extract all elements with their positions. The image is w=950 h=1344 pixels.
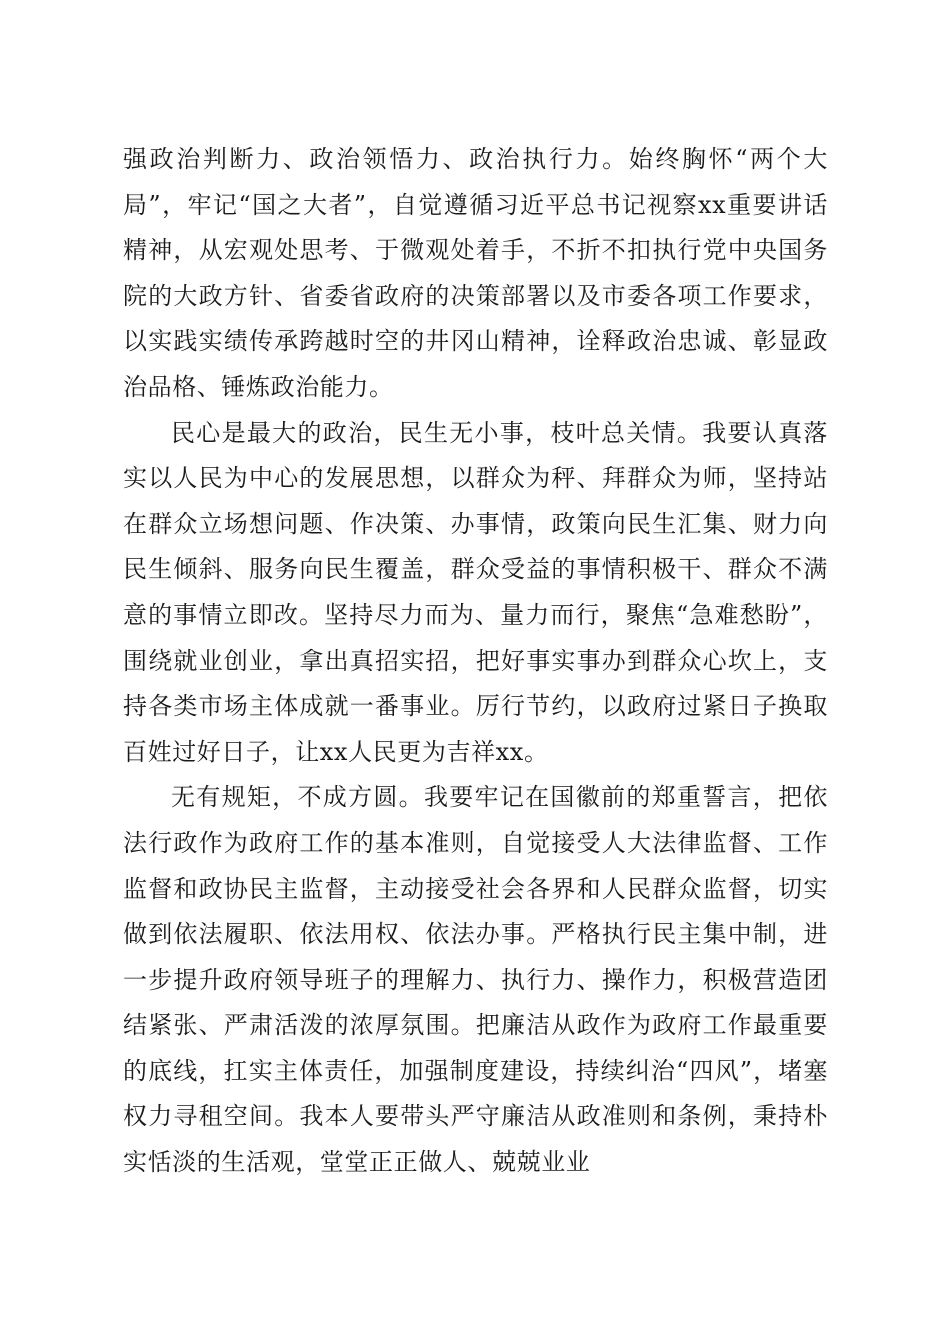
paragraph-rule-of-law: 无有规矩，不成方圆。我要牢记在国徽前的郑重誓言，把依法行政作为政府工作的基本准则，自觉接受人大法律监督、工作监督和政协民主监督，主动接受社会各界和人民群众监督，切实做到依法履职、依法用权、依法办事。严格执行民主集中制，进一步提升政府领导班子的理解力、执行力、操作力，积极营造团结紧张、严肃活泼的浓厚氛围。把廉洁从政作为政府工作最重要的底线，扛实主体责任，加强制度建设，持续纠治“四风”，堵塞权力寻租空间。我本人要带头严守廉洁从政准则和条例，秉持朴实恬淡的生活观，堂堂正正做人、兢兢业业 [123,783,828,1177]
paragraph-people-livelihood: 民心是最大的政治，民生无小事，枝叶总关情。我要认真落实以人民为中心的发展思想，以群众为秤、拜群众为师，坚持站在群众立场想问题、作决策、办事情，政策向民生汇集、财力向民生倾斜、服务向民生覆盖，群众受益的事情积极干、群众不满意的事情立即改。坚持尽力而为、量力而行，聚焦“急难愁盼”，围绕就业创业，拿出真招实招，把好事实事办到群众心坎上，支持各类市场主体成就一番事业。厉行节约，以政府过紧日子换取百姓过好日子，让xx人民更为吉祥xx。 [123,418,828,766]
document-body [123,137,828,1186]
paragraph-political-capacity: 强政治判断力、政治领悟力、政治执行力。始终胸怀“两个大局”，牢记“国之大者”，自觉遵循习近平总书记视察xx重要讲话精神，从宏观处思考、于微观处着手，不折不扣执行党中央国务院的大政方针、省委省政府的决策部署以及市委各项工作要求，以实践实绩传承跨越时空的井冈山精神，诠释政治忠诚、彰显政治品格、锤炼政治能力。 [123,145,828,401]
